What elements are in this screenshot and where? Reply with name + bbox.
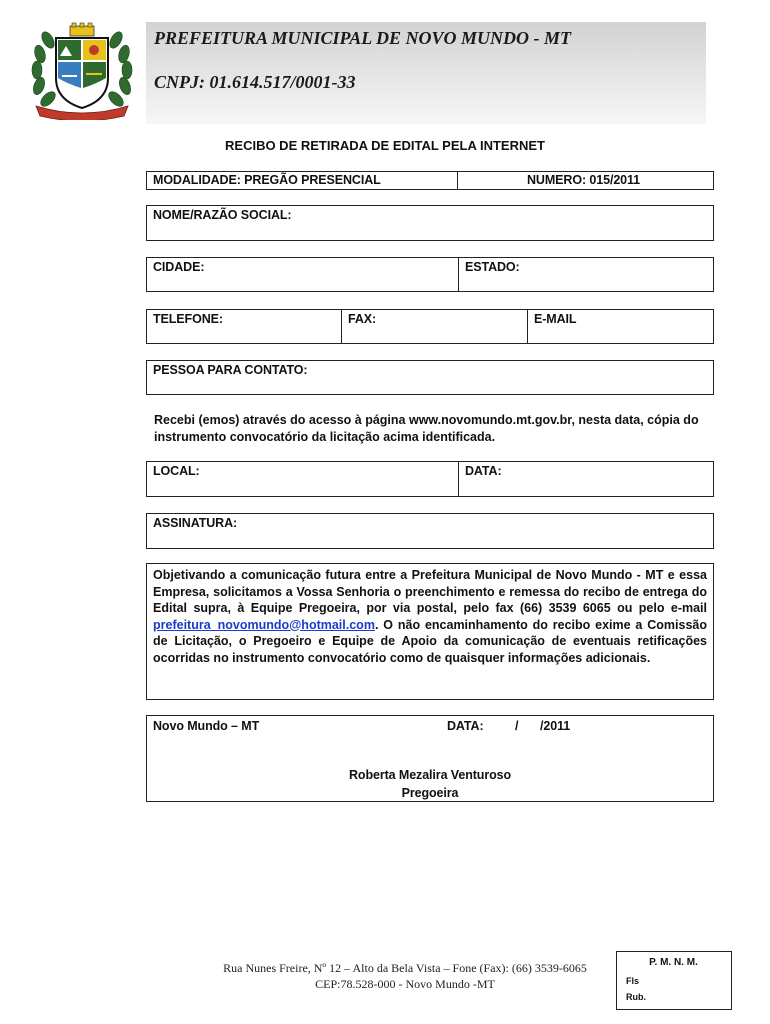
stamp-title: P. M. N. M. [649,957,698,968]
header-title: PREFEITURA MUNICIPAL DE NOVO MUNDO - MT [154,28,572,48]
local-data-row [146,461,714,497]
telefone-label: TELEFONE: [153,312,223,326]
municipal-coat-of-arms-icon [22,22,142,120]
stamp-rub: Rub. [626,992,646,1002]
footer-address-line2: CEP:78.528-000 - Novo Mundo -MT [315,977,495,991]
data-label: DATA: [465,464,502,478]
estado-label: ESTADO: [465,260,520,274]
nome-razao-social-field[interactable] [146,205,714,241]
closing-date-label: DATA: [447,719,484,733]
document-title: RECIBO DE RETIRADA DE EDITAL PELA INTERNET [225,138,545,153]
notice-box [146,563,714,700]
assinatura-field[interactable] [146,513,714,549]
modalidade-label: MODALIDADE: PREGÃO PRESENCIAL [153,173,381,187]
pmnm-stamp [616,951,732,1010]
stamp-fls: Fls [626,976,640,986]
notice-text-before: Objetivando a comunicação futura entre a Prefeitura Municipal de Novo Mundo - MT e essa Empresa, solicitamos a Vossa Senhoria o preenchimento e remessa do recibo de entrega do Edital supra, à Equipe Pregoeira, por via postal, pelo fax (66) 3539 6065 ou pelo e-mail [153,568,707,615]
pessoa-contato-field[interactable] [146,360,714,395]
modalidade-row [146,171,714,190]
closing-date-separator: / [515,719,519,733]
assinatura-label: ASSINATURA: [153,516,238,530]
pessoa-contato-label: PESSOA PARA CONTATO: [153,363,308,377]
cidade-divider [458,258,459,291]
email-label: E-MAIL [534,312,577,326]
declaration-text: Recebi (emos) através do acesso à página www.novomundo.mt.gov.br, nesta data, cópia do instrumento convocatório da licitação acima identificada. [154,413,699,444]
signer-role: Pregoeira [401,786,459,800]
telefone-divider [341,310,342,343]
modalidade-divider [457,172,458,189]
header-cnpj: CNPJ: 01.614.517/0001-33 [154,72,356,92]
local-divider [458,462,459,496]
signer-name: Roberta Mezalira Venturoso [348,768,512,782]
closing-box [146,715,714,802]
footer-address-line1: Rua Nunes Freire, Nº 12 – Alto da Bela Vista – Fone (Fax): (66) 3539-6065 [223,961,587,975]
cidade-estado-row [146,257,714,292]
fax-divider [527,310,528,343]
closing-place: Novo Mundo – MT [153,719,260,733]
numero-label: NUMERO: 015/2011 [527,173,641,187]
local-label: LOCAL: [153,464,200,478]
notice-text [153,567,707,666]
fax-label: FAX: [348,312,377,326]
footer-address [180,960,630,992]
closing-year: /2011 [540,719,571,733]
cidade-label: CIDADE: [153,260,205,274]
notice-text-after: . O não encaminhamento do recibo exime a Comissão de Licitação, o Pregoeiro e Equipe de Apoio da comunicação de eventuais retificações ocorridas no instrumento convocatório como de quaisquer informações adicionais. [153,617,707,665]
notice-email-link[interactable]: prefeitura_novomundo@hotmail.com [153,617,375,632]
contact-row [146,309,714,344]
nome-razao-social-label: NOME/RAZÃO SOCIAL: [153,208,292,222]
